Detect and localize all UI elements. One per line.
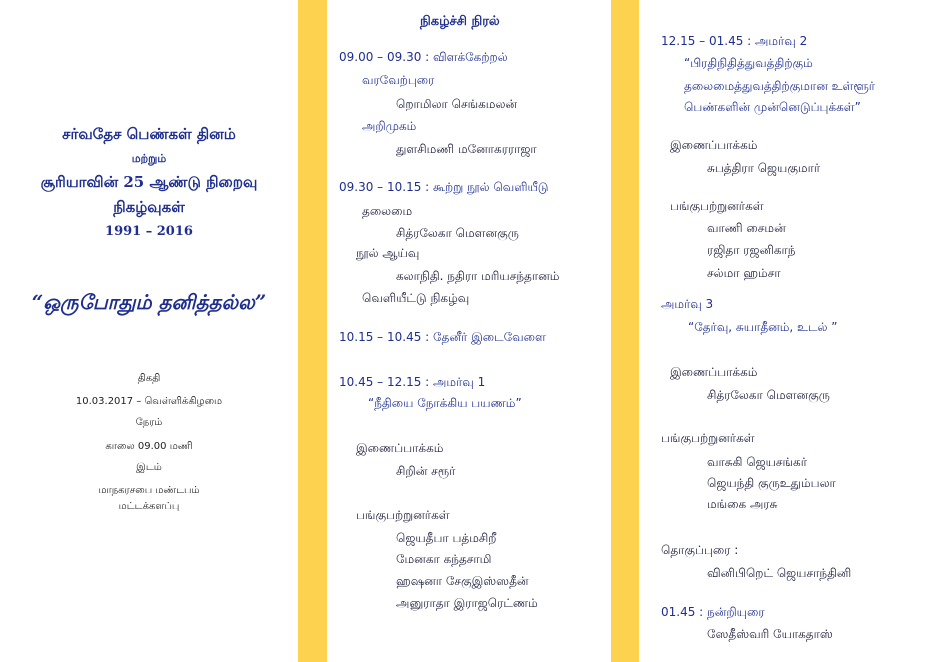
session-5-topic-3: பெண்களின் முன்னெடுப்புக்கள்” (684, 100, 861, 114)
session-5-panelist-2: ரஜிதா ரஜனிகாந் (707, 243, 796, 257)
session-5-coord-name: சுபத்திரா ஜெயகுமார் (707, 161, 821, 175)
session-6-topic: “தேர்வு, சுயாதீனம், உடல் ” (688, 320, 838, 334)
session-1-welcome-name: றொமிலா செங்கமலன் (396, 97, 518, 111)
date-label: திகதி (137, 373, 161, 384)
event-title: சர்வதேச பெண்கள் தினம் (62, 125, 236, 143)
thanks-time: 01.45 : நன்றியுரை (661, 605, 765, 619)
session-4-panelist-2: மேனகா கந்தசாமி (396, 552, 492, 566)
session-5-panelist-3: சல்மா ஹம்சா (707, 266, 781, 280)
session-5-topic-1: “பிரதிநிதித்துவத்திற்கும் (684, 56, 813, 70)
thanks-name: ஸேதீஸ்வரி யோகதாஸ் (707, 627, 833, 641)
session-6-panel: பங்குபற்றுனர்கள் (661, 431, 755, 445)
event-subtitle-2: நிகழ்வுகள் (113, 198, 185, 216)
event-years: 1991 – 2016 (105, 224, 193, 239)
session-1-intro: அறிமுகம் (362, 119, 417, 133)
session-6-panelist-3: மங்கை அரசு (707, 497, 778, 511)
session-6-panelist-1: வாசுகி ஜெயசங்கர் (707, 455, 807, 469)
session-2-time: 09.30 – 10.15 : கூற்று நூல் வெளியீடு (339, 180, 549, 194)
session-5-panel: பங்குபற்றுனர்கள் (670, 199, 764, 213)
session-4-panel: பங்குபற்றுனர்கள் (356, 508, 450, 522)
session-2-review-name: கலாநிதி. நதிரா மரியசந்தானம் (396, 269, 560, 283)
session-1-time: 09.00 – 09.30 : விளக்கேற்றல் (339, 50, 508, 64)
session-4-panelist-3: ஹஷனா சேகுஇஸ்ஸதீன் (396, 574, 529, 588)
session-4-coord-name: சிறின் சரூர் (396, 464, 456, 478)
session-2-launch: வெளியீட்டு நிகழ்வு (362, 291, 470, 305)
time-label: நேரம் (135, 417, 163, 428)
session-4-panelist-4: அனுராதா இராஜரெட்ணம் (396, 596, 538, 610)
session-6-coord-name: சித்ரலேகா மௌனகுரு (707, 388, 830, 402)
session-5-coord: இணைப்பாக்கம் (670, 138, 758, 152)
summary-name: வினிபிறெட் ஜெயசாந்தினி (707, 566, 852, 580)
agenda-heading: நிகழ்ச்சி நிரல் (420, 14, 500, 29)
session-2-review: நூல் ஆய்வு (356, 246, 420, 260)
session-4-topic: “நீதியை நோக்கிய பயணம்” (368, 396, 522, 410)
place-label: இடம் (136, 462, 162, 473)
session-1-intro-name: துளசிமணி மனோகரராஜா (396, 142, 537, 156)
event-slogan: “ஒருபோதும் தனித்தல்ல” (31, 290, 267, 314)
session-6-title: அமர்வு 3 (661, 297, 714, 311)
yellow-stripe-left (298, 0, 327, 662)
session-2-chair: தலைமை (362, 204, 413, 218)
session-3-time: 10.15 – 10.45 : தேனீர் இடைவேளை (339, 330, 546, 344)
date-value: 10.03.2017 – வெள்ளிக்கிழமை (75, 396, 223, 407)
place-line1: மாநகரசபை மண்டபம் (98, 485, 200, 496)
session-6-panelist-2: ஜெயந்தி குருஉதும்பலா (707, 476, 836, 490)
event-subtitle: சூரியாவின் 25 ஆண்டு நிறைவு (40, 173, 258, 191)
session-5-topic-2: தலைமைத்துவத்திற்குமான உள்ளூர் (684, 79, 876, 93)
time-value: காலை 09.00 மணி (105, 441, 193, 452)
event-title-and: மற்றும் (131, 152, 167, 165)
session-5-panelist-1: வாணி சைமன் (707, 221, 786, 235)
session-4-time: 10.45 – 12.15 : அமர்வு 1 (339, 375, 486, 389)
yellow-stripe-right (611, 0, 639, 662)
summary-label: தொகுப்புரை : (661, 543, 739, 557)
place-line2: மட்டக்களப்பு (118, 501, 180, 512)
session-6-coord: இணைப்பாக்கம் (670, 365, 758, 379)
session-4-coord: இணைப்பாக்கம் (356, 441, 444, 455)
session-1-welcome: வரவேற்புரை (362, 73, 435, 87)
session-4-panelist-1: ஜெயதீபா பத்மசிறீ (396, 531, 497, 545)
session-5-time: 12.15 – 01.45 : அமர்வு 2 (661, 34, 808, 48)
session-2-chair-name: சித்ரலேகா மௌனகுரு (396, 226, 519, 240)
